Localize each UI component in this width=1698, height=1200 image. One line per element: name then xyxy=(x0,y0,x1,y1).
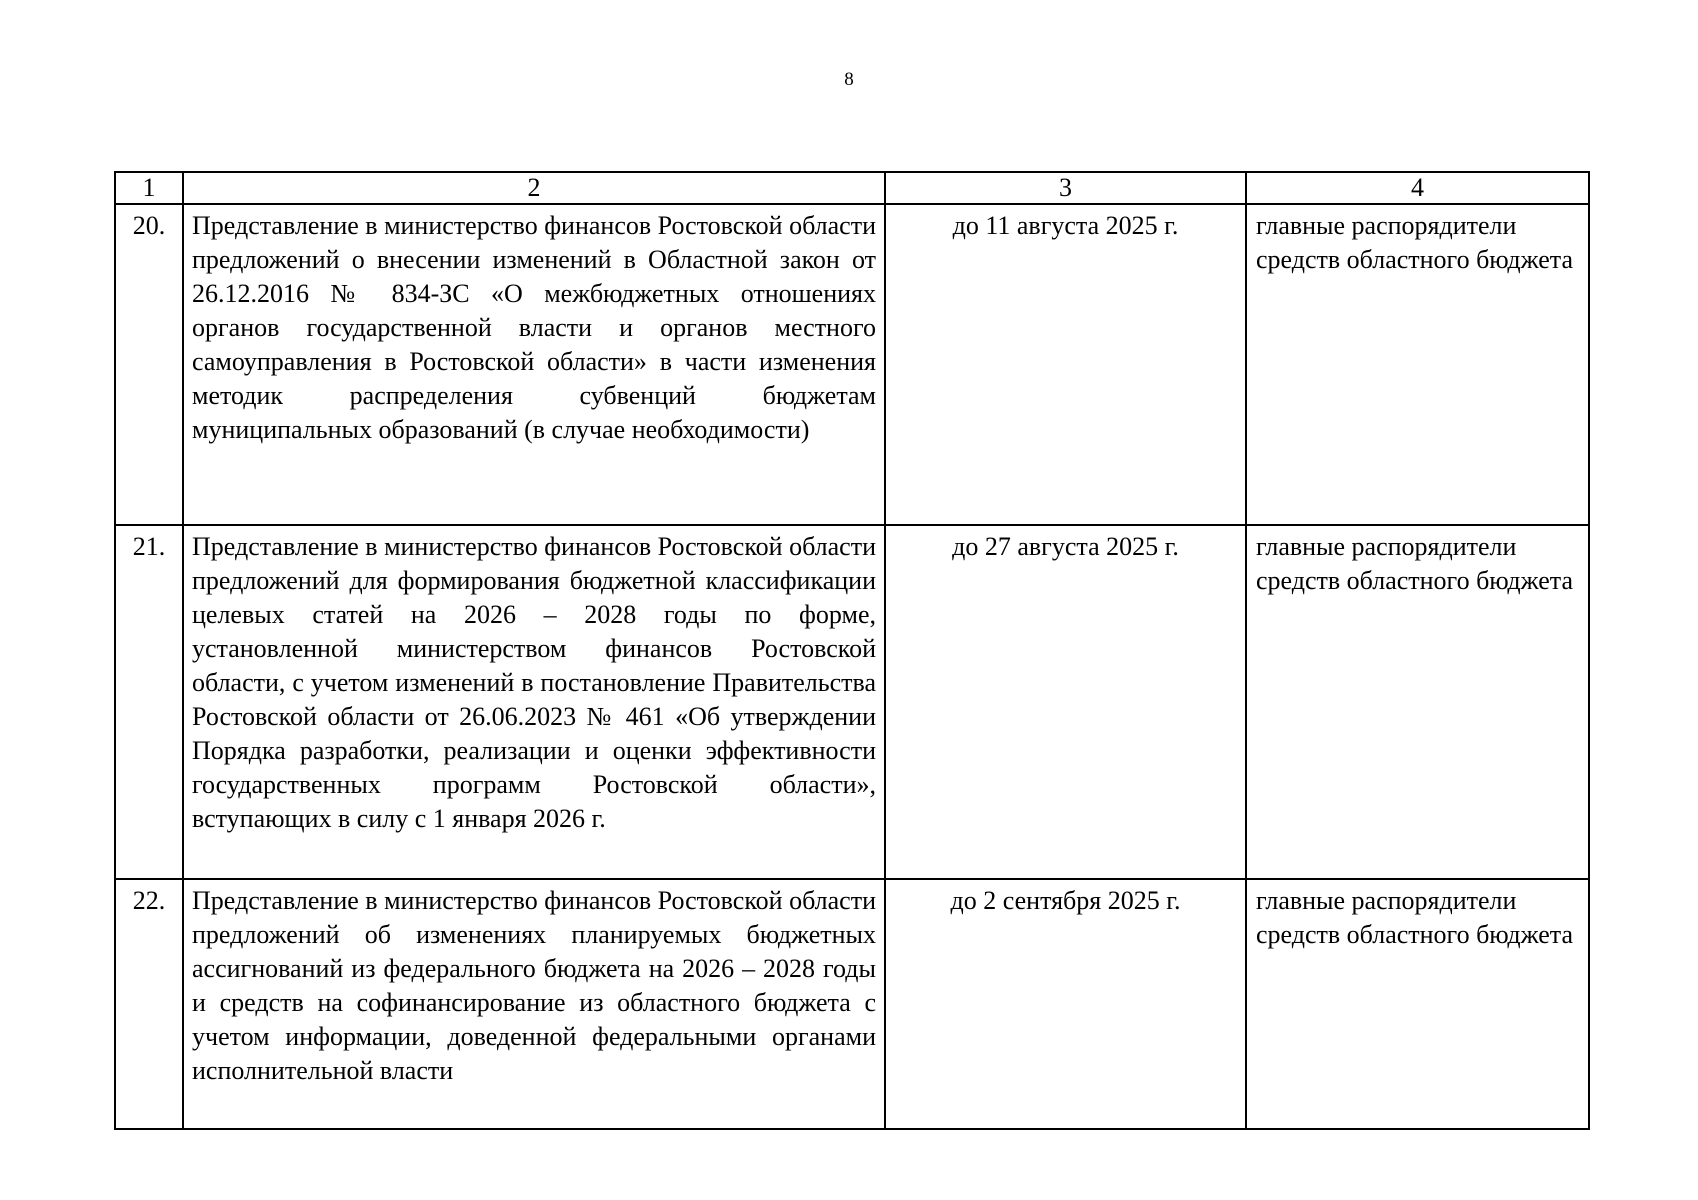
row-deadline: до 11 августа 2025 г. xyxy=(885,204,1246,525)
row-description: Представление в министерство финансов Ростовской области предложений об изменениях планируемых бюджетных ассигнований из федерального бюджета на 2026 – 2028 годы и средств на софинансирование из областного бюджета с учетом информации, доведенной федеральными органами исполнительной власти xyxy=(183,879,885,1129)
schedule-table xyxy=(114,171,1590,1130)
page-number: 8 xyxy=(844,69,854,90)
column-header-4: 4 xyxy=(1246,172,1589,204)
column-header-3: 3 xyxy=(885,172,1246,204)
row-number: 21. xyxy=(115,525,183,879)
table-header-row xyxy=(115,172,1589,204)
table-row xyxy=(115,525,1589,879)
row-description: Представление в министерство финансов Ростовской области предложений для формирования бюджетной классификации целевых статей на 2026 – 2028 годы по форме, установленной министерством финансов Ростовской области, с учетом изменений в постановление Правительства Ростовской области от 26.06.2023 № 461 «Об утверждении Порядка разработки, реализации и оценки эффективности государственных программ Ростовской области», вступающих в силу с 1 января 2026 г. xyxy=(183,525,885,879)
row-deadline: до 2 сентября 2025 г. xyxy=(885,879,1246,1129)
column-header-1: 1 xyxy=(115,172,183,204)
row-executor: главные распорядители средств областного бюджета xyxy=(1246,525,1589,879)
row-executor: главные распорядители средств областного бюджета xyxy=(1246,204,1589,525)
row-description: Представление в министерство финансов Ростовской области предложений о внесении изменений в Областной закон от 26.12.2016 № 834-ЗС «О межбюджетных отношениях органов государственной власти и органов местного самоуправления в Ростовской области» в части изменения методик распределения субвенций бюджетам муниципальных образований (в случае необходимости) xyxy=(183,204,885,525)
table-row xyxy=(115,879,1589,1129)
column-header-2: 2 xyxy=(183,172,885,204)
table-row xyxy=(115,204,1589,525)
row-executor: главные распорядители средств областного бюджета xyxy=(1246,879,1589,1129)
row-number: 22. xyxy=(115,879,183,1129)
row-number: 20. xyxy=(115,204,183,525)
row-deadline: до 27 августа 2025 г. xyxy=(885,525,1246,879)
